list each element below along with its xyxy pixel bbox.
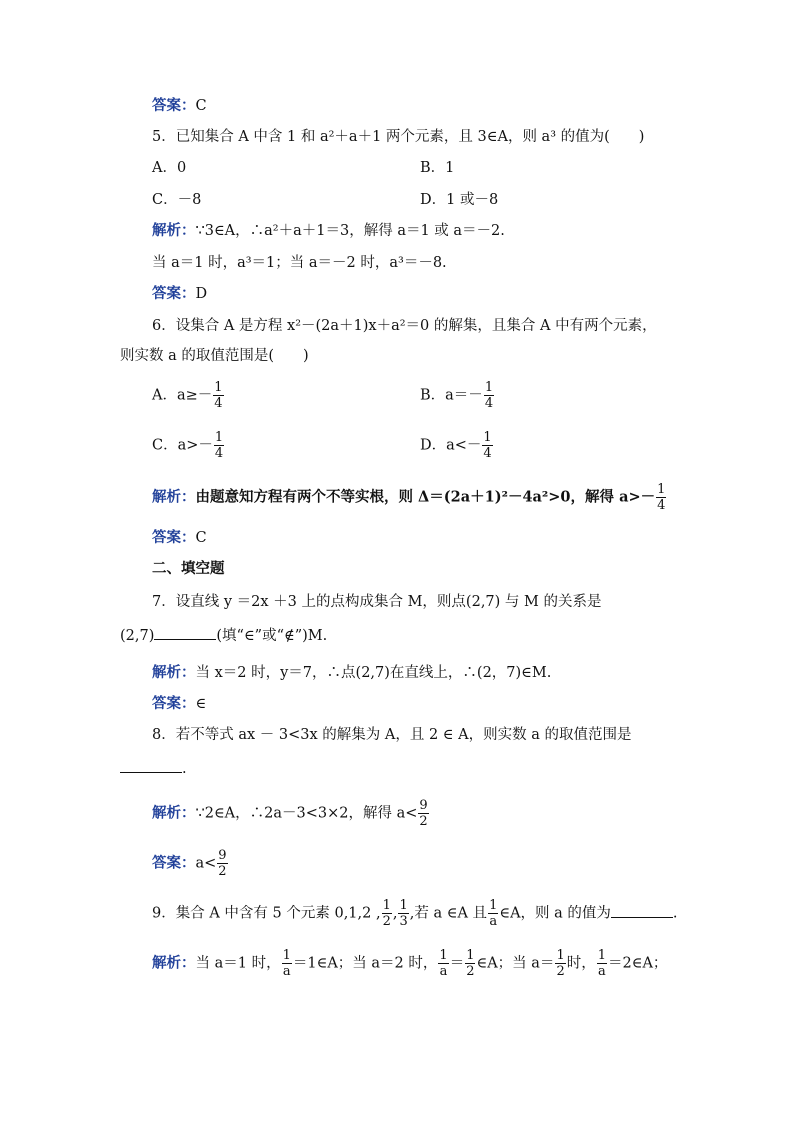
fraction-numerator: 1 — [382, 898, 391, 913]
q8-solution — [152, 798, 430, 829]
fraction — [597, 948, 607, 979]
fraction — [656, 482, 666, 513]
q9-stem-end: . — [672, 905, 678, 922]
q9-stem: 9．集合 A 中含有 5 个元素 0,1,2 , $\frac{1}{2}$ , $\frac{1}{3}$ ,若 a ∈A 且 $\frac{1}{a}$ ∈A，则 a 的值为 . — [152, 898, 678, 929]
answer-label: 答案： — [152, 97, 196, 114]
analysis-label: 解析： — [152, 222, 196, 239]
fraction-denominator: a — [439, 964, 448, 979]
fraction — [282, 948, 292, 979]
fraction — [438, 948, 448, 979]
q8-answer-value: a< — [195, 855, 217, 872]
fraction-numerator: 1 — [657, 482, 666, 497]
fraction — [382, 898, 392, 929]
fraction-denominator: 4 — [214, 396, 223, 411]
q7-answer-line — [152, 694, 206, 714]
fraction-numerator: 1 — [489, 898, 498, 913]
fraction-numerator: 1 — [597, 948, 606, 963]
fraction-denominator: a — [282, 964, 291, 979]
q9-solution-text: ＝ — [449, 955, 465, 972]
fraction-denominator: 3 — [399, 914, 408, 929]
q6-option-b-text: B．a＝－ — [420, 387, 483, 404]
fraction-numerator: 9 — [419, 798, 428, 813]
q9-solution-text: ＝2∈A； — [608, 955, 668, 972]
fraction — [465, 948, 475, 979]
fill-blank[interactable] — [611, 903, 673, 918]
fraction-denominator: 4 — [657, 498, 666, 513]
q9-stem-text: ∈A，则 a 的值为 — [499, 905, 611, 922]
q7-solution-text: 当 x＝2 时，y＝7，∴点(2,7)在直线上，∴(2，7)∈M. — [195, 665, 552, 681]
answer-label: 答案： — [152, 854, 196, 872]
analysis-label: 解析： — [152, 664, 196, 681]
q6-answer-line — [152, 528, 207, 548]
answer-label: 答案： — [152, 529, 196, 546]
fraction — [555, 948, 565, 979]
answer-line-prev — [152, 96, 207, 116]
fraction-denominator: 4 — [484, 396, 494, 411]
q7-instruction: (填“∈”或“∉”)M. — [216, 628, 328, 644]
analysis-label: 解析： — [152, 804, 196, 822]
q8-stem-line1: 8．若不等式 ax － 3<3x 的解集为 A，且 2 ∈ A，则实数 a 的取值范围是 — [152, 727, 632, 743]
q5-option-d: D．1 或－8 — [420, 192, 499, 208]
q6-stem-line1: 6．设集合 A 是方程 x²－(2a＋1)x＋a²＝0 的解集，且集合 A 中有两个元素， — [152, 318, 657, 334]
answer-label: 答案： — [152, 695, 196, 712]
q9-stem-text: 9．集合 A 中含有 5 个元素 0,1,2 , — [152, 905, 381, 922]
q7-point: (2,7) — [120, 628, 155, 644]
fraction — [213, 380, 223, 411]
answer-label: 答案： — [152, 285, 196, 302]
q5-answer-value: D — [195, 286, 208, 302]
q8-solution-text: ∵2∈A，∴2a－3<3×2，解得 a< — [195, 805, 418, 822]
analysis-label: 解析： — [152, 954, 196, 972]
q7-stem-line2 — [120, 625, 327, 646]
fraction-denominator: 2 — [382, 914, 391, 929]
q9-solution — [152, 948, 667, 979]
fraction-denominator: 2 — [218, 864, 227, 879]
fraction-denominator: 2 — [419, 814, 428, 829]
fraction-numerator: 1 — [466, 948, 475, 963]
fraction-numerator: 1 — [214, 430, 224, 445]
section-heading: 二、填空题 — [152, 560, 225, 577]
fraction-numerator: 1 — [439, 948, 448, 963]
fraction-numerator: 1 — [282, 948, 291, 963]
fill-blank[interactable] — [154, 625, 216, 640]
q6-option-c-text: C．a>－ — [152, 437, 213, 454]
fraction — [398, 898, 408, 929]
q6-option-a-text: A．a≥－ — [152, 387, 213, 404]
q9-solution-text: 时， — [566, 955, 596, 972]
q5-solution-line1 — [152, 221, 505, 241]
q8-stem-line2 — [120, 758, 187, 779]
q6-answer-value: C — [195, 530, 207, 546]
fraction-numerator: 1 — [484, 380, 494, 395]
q9-solution-text: ＝1∈A；当 a＝2 时， — [292, 955, 438, 972]
fraction — [214, 430, 224, 461]
answer-value: C — [195, 98, 207, 114]
fraction — [418, 798, 428, 829]
q6-option-a — [152, 380, 225, 411]
q6-option-c — [152, 430, 225, 461]
q8-stem-end: . — [182, 761, 187, 777]
fraction-denominator: a — [597, 964, 606, 979]
fraction-numerator: 1 — [556, 948, 565, 963]
q5-option-b: B．1 — [420, 160, 455, 176]
analysis-label: 解析： — [152, 488, 196, 506]
q5-solution-text1: ∵3∈A，∴a²＋a＋1＝3，解得 a＝1 或 a＝－2. — [195, 223, 505, 239]
q9-stem-text: ,若 a ∈A 且 — [409, 905, 488, 922]
q6-solution — [152, 482, 667, 513]
fraction-denominator: a — [489, 914, 498, 929]
q9-solution-text: 当 a＝1 时， — [195, 955, 281, 972]
fraction-numerator: 1 — [483, 430, 492, 445]
q5-stem: 5．已知集合 A 中含 1 和 a²＋a＋1 两个元素，且 3∈A，则 a³ 的值为( ) — [152, 129, 645, 145]
q6-option-d — [420, 430, 494, 461]
q7-stem-line1: 7．设直线 y ＝2x ＋3 上的点构成集合 M，则点(2,7) 与 M 的关系是 — [152, 594, 602, 610]
fraction — [484, 380, 494, 411]
q9-solution-text: ∈A；当 a＝ — [476, 955, 555, 972]
q6-option-d-text: D．a<－ — [420, 437, 482, 454]
fraction-denominator: 4 — [483, 446, 492, 461]
fill-blank[interactable] — [120, 758, 182, 773]
fraction — [482, 430, 492, 461]
q6-solution-text: 由题意知方程有两个不等实根，则 Δ＝(2a＋1)²－4a²>0，解得 a>－ — [195, 488, 656, 506]
q7-solution — [152, 663, 551, 683]
q6-option-b — [420, 380, 495, 411]
fraction-denominator: 2 — [466, 964, 475, 979]
q8-answer-line — [152, 848, 229, 879]
fraction — [217, 848, 227, 879]
q7-answer-value: ∈ — [195, 696, 207, 712]
fraction-denominator: 4 — [214, 446, 224, 461]
q5-answer-line — [152, 284, 207, 304]
q6-stem-line2: 则实数 a 的取值范围是( ) — [120, 348, 309, 364]
q5-option-a: A．0 — [152, 160, 187, 176]
fraction-denominator: 2 — [556, 964, 565, 979]
fraction-numerator: 9 — [218, 848, 227, 863]
q5-option-c: C．－8 — [152, 192, 202, 208]
fraction-numerator: 1 — [214, 380, 223, 395]
q5-solution-line2: 当 a＝1 时，a³＝1；当 a＝－2 时，a³＝－8. — [152, 255, 447, 271]
fraction — [488, 898, 498, 929]
fraction-numerator: 1 — [399, 898, 408, 913]
